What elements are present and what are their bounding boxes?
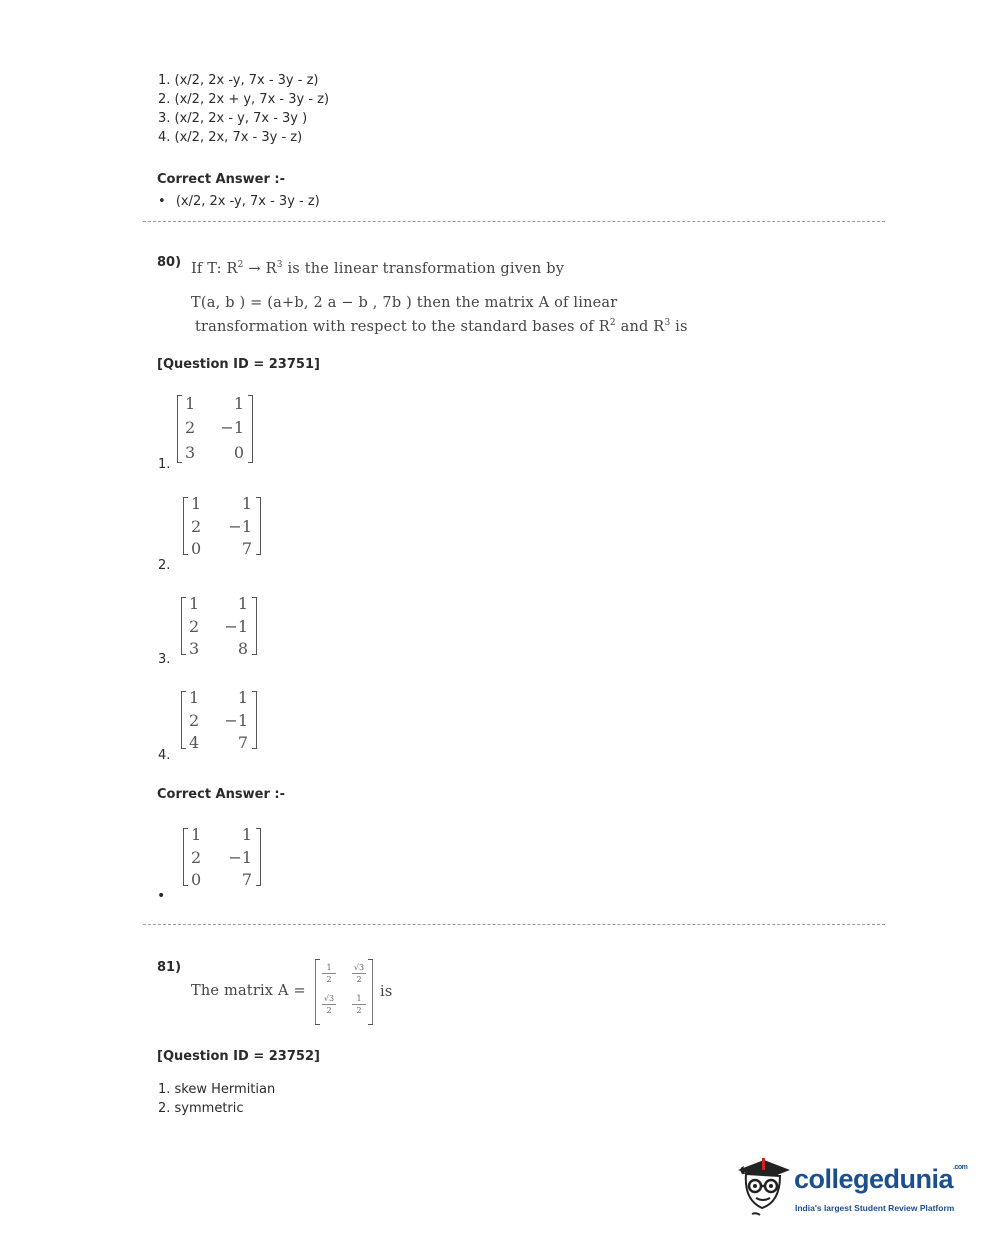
q81-fraction: [319, 994, 339, 1015]
matrix-cell: 1: [237, 688, 248, 707]
matrix-cell: 2: [189, 711, 200, 730]
separator: [143, 924, 885, 925]
q80-sup: 2: [237, 260, 244, 270]
matrix-cell: −1: [224, 617, 248, 636]
matrix-cell: 7: [237, 733, 248, 752]
matrix-cell: 2: [189, 617, 200, 636]
denominator: 2: [326, 1006, 332, 1015]
matrix-cell: −1: [228, 848, 252, 867]
q80-text-line1: [191, 260, 564, 277]
matrix-cell: 2: [185, 418, 196, 437]
q79-option: 2. (x/2, 2x + y, 7x - 3y - z): [158, 92, 330, 107]
matrix-cell: 4: [189, 733, 200, 752]
matrix-cell: −1: [228, 517, 252, 536]
q79-correct-value: (x/2, 2x -y, 7x - 3y - z): [175, 194, 320, 209]
q80-question-id: [Question ID = 23751]: [157, 357, 320, 372]
q79-option: 4. (x/2, 2x, 7x - 3y - z): [158, 130, 303, 145]
q80-sup: 2: [609, 318, 616, 328]
q81-fraction: [349, 963, 369, 984]
q80-text-part: is the linear transformation given by: [282, 260, 565, 277]
matrix-cell: 1: [237, 594, 248, 613]
numerator: 1: [326, 963, 332, 972]
q80-text-part: → R: [243, 260, 277, 277]
matrix-cell: 1: [189, 594, 200, 613]
q81-text: The matrix A =: [191, 983, 306, 999]
logo-name: collegedunia: [794, 1164, 954, 1194]
numerator: √3: [353, 963, 365, 972]
matrix-cell: 1: [191, 825, 202, 844]
matrix-cell: 1: [241, 825, 252, 844]
matrix-cell: −1: [220, 418, 244, 437]
separator: [143, 221, 885, 222]
q80-option-3-matrix: [181, 594, 257, 658]
q81-matrix: [315, 960, 373, 1024]
q80-text-part: If T: R: [191, 260, 238, 277]
q81-options: [158, 1080, 275, 1118]
numerator: 1: [356, 994, 362, 1003]
matrix-cell: 0: [233, 443, 244, 462]
matrix-cell: 7: [241, 539, 252, 558]
q81-text-end: is: [380, 984, 393, 1000]
matrix-cell: 3: [189, 639, 200, 658]
q80-sup: 3: [664, 318, 671, 328]
q79-correct-answer: [158, 192, 320, 211]
bullet: •: [158, 194, 166, 209]
matrix-cell: −1: [224, 711, 248, 730]
matrix-cell: 1: [233, 394, 244, 413]
matrix-cell: 1: [189, 688, 200, 707]
logo-tagline: India's largest Student Review Platform: [795, 1203, 955, 1213]
logo-wordmark: [794, 1164, 967, 1195]
matrix-cell: 0: [191, 870, 202, 889]
q80-option-4-matrix: [181, 688, 257, 752]
q81-option: 2. symmetric: [158, 1101, 244, 1116]
q80-option-label: 1.: [158, 457, 171, 472]
q80-text-line3: [195, 318, 688, 335]
matrix-cell: 7: [241, 870, 252, 889]
q81-option: 1. skew Hermitian: [158, 1082, 276, 1097]
mascot-icon: [734, 1152, 792, 1220]
numerator: √3: [323, 994, 335, 1003]
q79-option: 1. (x/2, 2x -y, 7x - 3y - z): [158, 73, 319, 88]
denominator: 2: [356, 975, 362, 984]
q80-correct-matrix: [183, 825, 261, 889]
q79-options: [158, 71, 329, 147]
q79-correct-label: Correct Answer :-: [157, 172, 285, 187]
q80-sup: 3: [276, 260, 283, 270]
matrix-cell: 1: [185, 394, 196, 413]
q80-number: 80): [157, 255, 182, 270]
matrix-cell: 8: [237, 639, 248, 658]
matrix-cell: 1: [191, 494, 202, 513]
q81-question-id: [Question ID = 23752]: [157, 1049, 320, 1064]
q79-option: 3. (x/2, 2x - y, 7x - 3y ): [158, 111, 308, 126]
logo-suffix: .com: [953, 1164, 968, 1171]
matrix-cell: 3: [185, 443, 196, 462]
q80-text-line2: T(a, b ) = (a+b, 2 a − b , 7b ) then the matrix A of linear: [191, 295, 618, 311]
q81-fraction: [319, 963, 339, 984]
q80-option-2-matrix: [183, 494, 261, 558]
bullet: •: [157, 888, 166, 904]
matrix-cell: 2: [191, 517, 202, 536]
matrix-cell: 1: [241, 494, 252, 513]
q80-option-1-matrix: [177, 396, 253, 462]
collegedunia-logo: [734, 1152, 968, 1222]
matrix-cell: 2: [191, 848, 202, 867]
q80-option-label: 4.: [158, 748, 171, 763]
matrix-cell: 0: [191, 539, 202, 558]
q80-text-part: is: [670, 318, 688, 335]
q81-fraction: [349, 994, 369, 1015]
q80-text-part: and R: [615, 318, 665, 335]
q80-option-label: 2.: [158, 558, 171, 573]
denominator: 2: [326, 975, 332, 984]
q80-text-part: transformation with respect to the standard bases of R: [195, 318, 610, 335]
q81-number: 81): [157, 960, 182, 975]
q80-correct-label: Correct Answer :-: [157, 787, 285, 802]
q80-option-label: 3.: [158, 652, 171, 667]
denominator: 2: [356, 1006, 362, 1015]
